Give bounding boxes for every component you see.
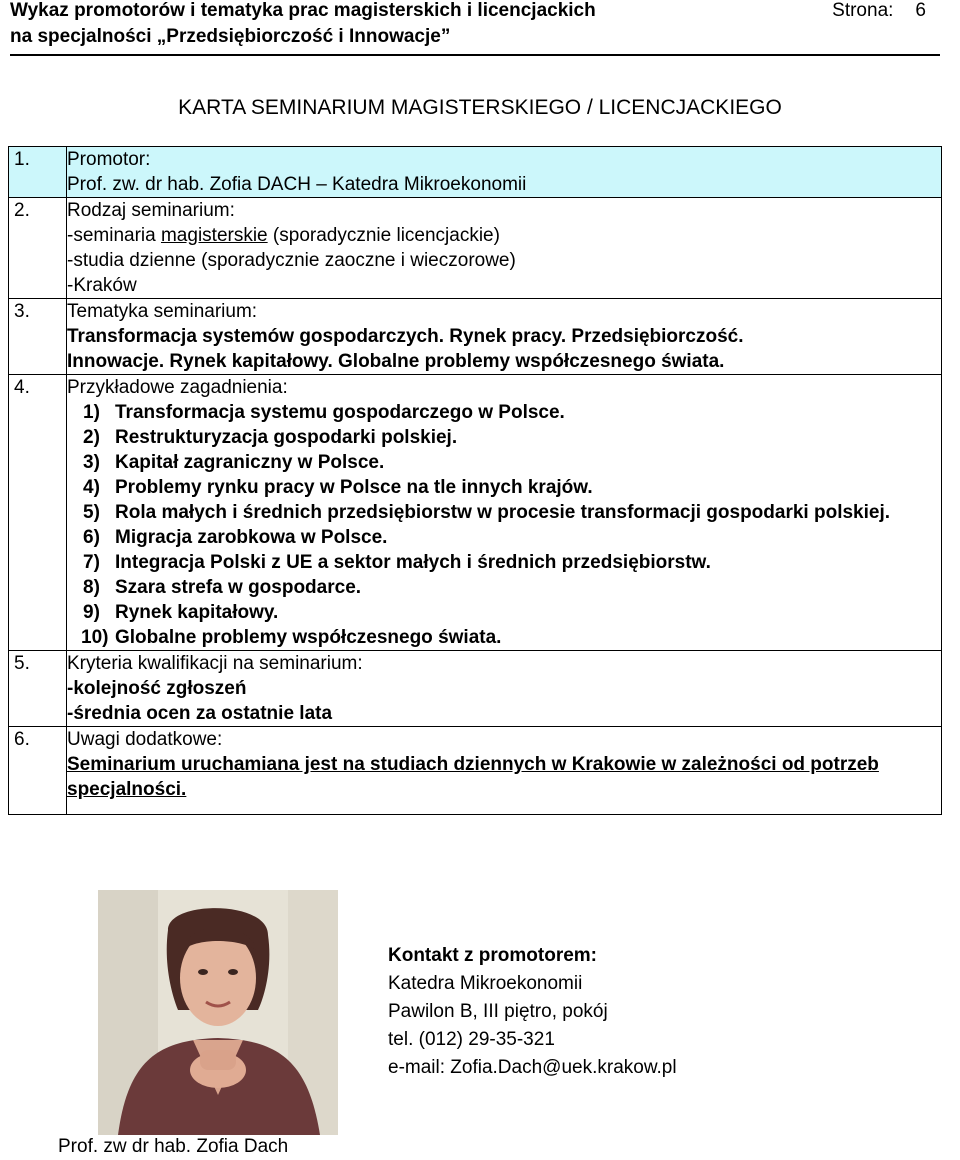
contact-department: Katedra Mikroekonomii — [388, 973, 583, 994]
list-item: 6) Migracja zarobkowa w Polsce. — [83, 527, 388, 548]
page-label: Strona: — [832, 0, 894, 21]
row-kryteria — [9, 651, 942, 727]
list-item: 10) Globalne problemy współczesnego świata. — [81, 627, 502, 648]
header-title-line1: Wykaz promotorów i tematyka prac magisterskich i licencjackich — [10, 0, 596, 21]
section-label: Kryteria kwalifikacji na seminarium: — [67, 653, 363, 674]
portrait-image — [98, 890, 338, 1135]
list-item: 5) Rola małych i średnich przedsiębiorstw w procesie transformacji gospodarki polskiej. — [83, 502, 891, 523]
section-label: Tematyka seminarium: — [67, 301, 258, 322]
row-uwagi — [9, 727, 942, 815]
section-label: Rodzaj seminarium: — [67, 200, 235, 221]
contact-email: e-mail: Zofia.Dach@uek.krakow.pl — [388, 1057, 677, 1078]
row-number: 5. — [9, 651, 67, 727]
row-zagadnienia — [9, 375, 942, 651]
row-tematyka — [9, 299, 942, 375]
photo-caption: Prof. zw dr hab. Zofia Dach — [58, 1136, 289, 1157]
rodzaj-line3: -Kraków — [67, 275, 137, 296]
contact-block — [388, 942, 677, 1082]
seminar-card-table — [8, 146, 942, 815]
list-item: 8) Szara strefa w gospodarce. — [83, 577, 362, 598]
uwagi-text: Seminarium uruchamiana jest na studiach dziennych w Krakowie w zależności od potrzeb specjalności. — [67, 754, 879, 800]
rodzaj-line1 — [67, 223, 933, 248]
list-item: 9) Rynek kapitałowy. — [83, 602, 279, 623]
kryteria-line1: -kolejność zgłoszeń — [67, 678, 247, 699]
row-rodzaj — [9, 198, 942, 299]
row-number: 2. — [9, 198, 67, 299]
tematyka-line2: Innowacje. Rynek kapitałowy. Globalne problemy współczesnego świata. — [67, 351, 725, 372]
rodzaj-underlined: magisterskie — [160, 225, 268, 246]
section-label: Promotor: — [67, 149, 151, 170]
page-number: 6 — [915, 0, 926, 21]
promotor-value: Prof. zw. dr hab. Zofia DACH – Katedra Mikroekonomii — [67, 174, 527, 195]
header-title-line2: na specjalności „Przedsiębiorczość i Innowacje” — [10, 26, 451, 47]
list-item: 1) Transformacja systemu gospodarczego w Polsce. — [83, 402, 565, 423]
page-header — [10, 0, 940, 56]
tematyka-line1: Transformacja systemów gospodarczych. Rynek pracy. Przedsiębiorczość. — [67, 326, 744, 347]
card-title: KARTA SEMINARIUM MAGISTERSKIEGO / LICENCJACKIEGO — [178, 96, 782, 119]
topics-list — [67, 400, 933, 650]
contact-heading: Kontakt z promotorem: — [388, 945, 597, 966]
row-promotor — [9, 147, 942, 198]
rodzaj-line2: -studia dzienne (sporadycznie zaoczne i wieczorowe) — [67, 250, 516, 271]
page-indicator — [810, 0, 926, 22]
contact-location: Pawilon B, III piętro, pokój — [388, 1001, 608, 1022]
row-number: 6. — [9, 727, 67, 815]
row-number: 3. — [9, 299, 67, 375]
list-item: 4) Problemy rynku pracy w Polsce na tle innych krajów. — [83, 477, 593, 498]
kryteria-line2: -średnia ocen za ostatnie lata — [67, 703, 333, 724]
rodzaj-prefix: -seminaria — [67, 225, 161, 246]
list-item: 7) Integracja Polski z UE a sektor małych i średnich przedsiębiorstw. — [83, 552, 711, 573]
section-label: Uwagi dodatkowe: — [67, 729, 223, 750]
row-number: 4. — [9, 375, 67, 651]
row-number: 1. — [9, 147, 67, 198]
section-label: Przykładowe zagadnienia: — [67, 377, 288, 398]
contact-phone: tel. (012) 29-35-321 — [388, 1029, 555, 1050]
promotor-photo — [98, 890, 338, 1135]
rodzaj-suffix: (sporadycznie licencjackie) — [267, 225, 500, 246]
list-item: 3) Kapitał zagraniczny w Polsce. — [83, 452, 385, 473]
list-item: 2) Restrukturyzacja gospodarki polskiej. — [83, 427, 458, 448]
